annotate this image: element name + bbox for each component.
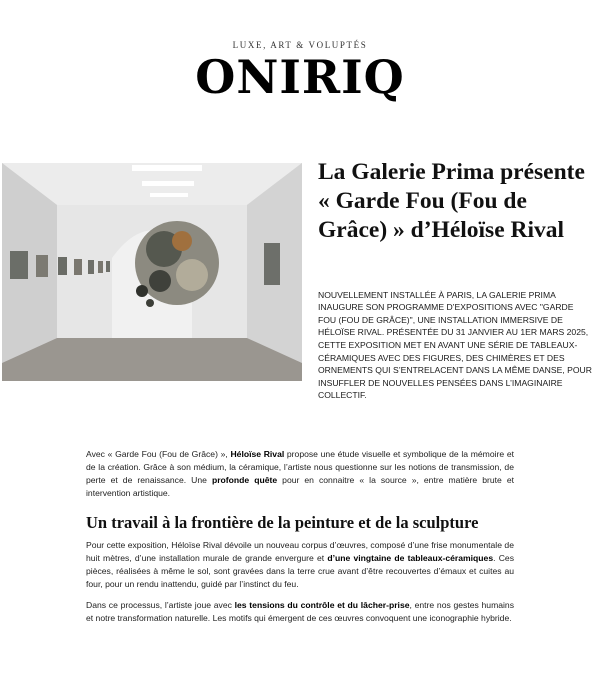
- site-logo[interactable]: ONIRIQ: [195, 50, 405, 104]
- paragraph-1-text: pour en connaitre « la source », entre matière brute et intervention artistique.: [86, 474, 514, 498]
- gallery-photo: [2, 163, 302, 381]
- body-paragraph-1: [86, 448, 514, 500]
- paragraph-3-text: , entre nos gestes humains et notre transformation naturelle. Les motifs qui émergent de ces œuvres convoquent une iconographie hybride.: [86, 599, 515, 623]
- tagline: LUXE, ART & VOLUPTÉS: [232, 40, 368, 50]
- body-paragraph-2: [86, 539, 514, 591]
- section-subheading: Un travail à la frontière de la peinture et de la sculpture: [86, 512, 479, 532]
- paragraph-1-artist-name: Héloïse Rival: [230, 448, 285, 459]
- paragraph-1-text: propose une étude visuelle et symbolique de la mémoire et de la création. Grâce à son médium, la céramique, l’artiste nous questionne sur les notions de transmission, de perte et de renaissance. Une: [86, 448, 514, 485]
- paragraph-1-text: Avec « Garde Fou (Fou de Grâce) »,: [86, 448, 231, 459]
- masthead-block: [0, 40, 600, 103]
- paragraph-2-emphasis: d’une vingtaine de tableaux-céramiques: [327, 552, 494, 563]
- paragraph-2-text: Pour cette exposition, Héloïse Rival dévoile un nouveau corpus d’œuvres, composé d’une frise monumentale de huit mètres, d’une installation murale de grande envergure et: [86, 539, 514, 563]
- body-paragraph-3: [86, 599, 514, 625]
- paragraph-1-emphasis: profonde quête: [211, 474, 278, 485]
- paragraph-2-text: . Ces pièces, réalisées à même le sol, sont gravées dans la terre crue avant d’être recouvertes d’émaux et cuites au four, pour un rendu inattendu, guidé par l’instinct du feu.: [86, 552, 514, 589]
- paragraph-3-emphasis: les tensions du contrôle et du lâcher-prise: [234, 599, 410, 610]
- paragraph-3-text: Dans ce processus, l’artiste joue avec: [86, 599, 235, 610]
- article-lede: NOUVELLEMENT INSTALLÉE À PARIS, LA GALERIE PRIMA INAUGURE SON PROGRAMME D’EXPOSITIONS AVEC "GARDE FOU (FOU DE GRÂCE)", UNE INSTALLATION IMMERSIVE DE HÉLOÏSE RIVAL. PRÉSENTÉE DU 31 JANVIER AU 1ER MARS 2025, CETTE EXPOSITION MET EN AVANT UNE SÉRIE DE TABLEAUX-CÉRAMIQUES AVEC DES FIGURES, DES CHIMÈRES ET DES ORNEMENTS QUI S’ENTRELACENT DANS LA MÊME DANSE, POUR INSUFFLER DE NOUVELLES PENSÉES DANS L’IMAGINAIRE COLLECTIF.: [318, 289, 592, 401]
- article-headline: La Galerie Prima présente « Garde Fou (Fou de Grâce) » d’Héloïse Rival: [318, 158, 585, 243]
- gallery-photo-illustration: [2, 163, 302, 381]
